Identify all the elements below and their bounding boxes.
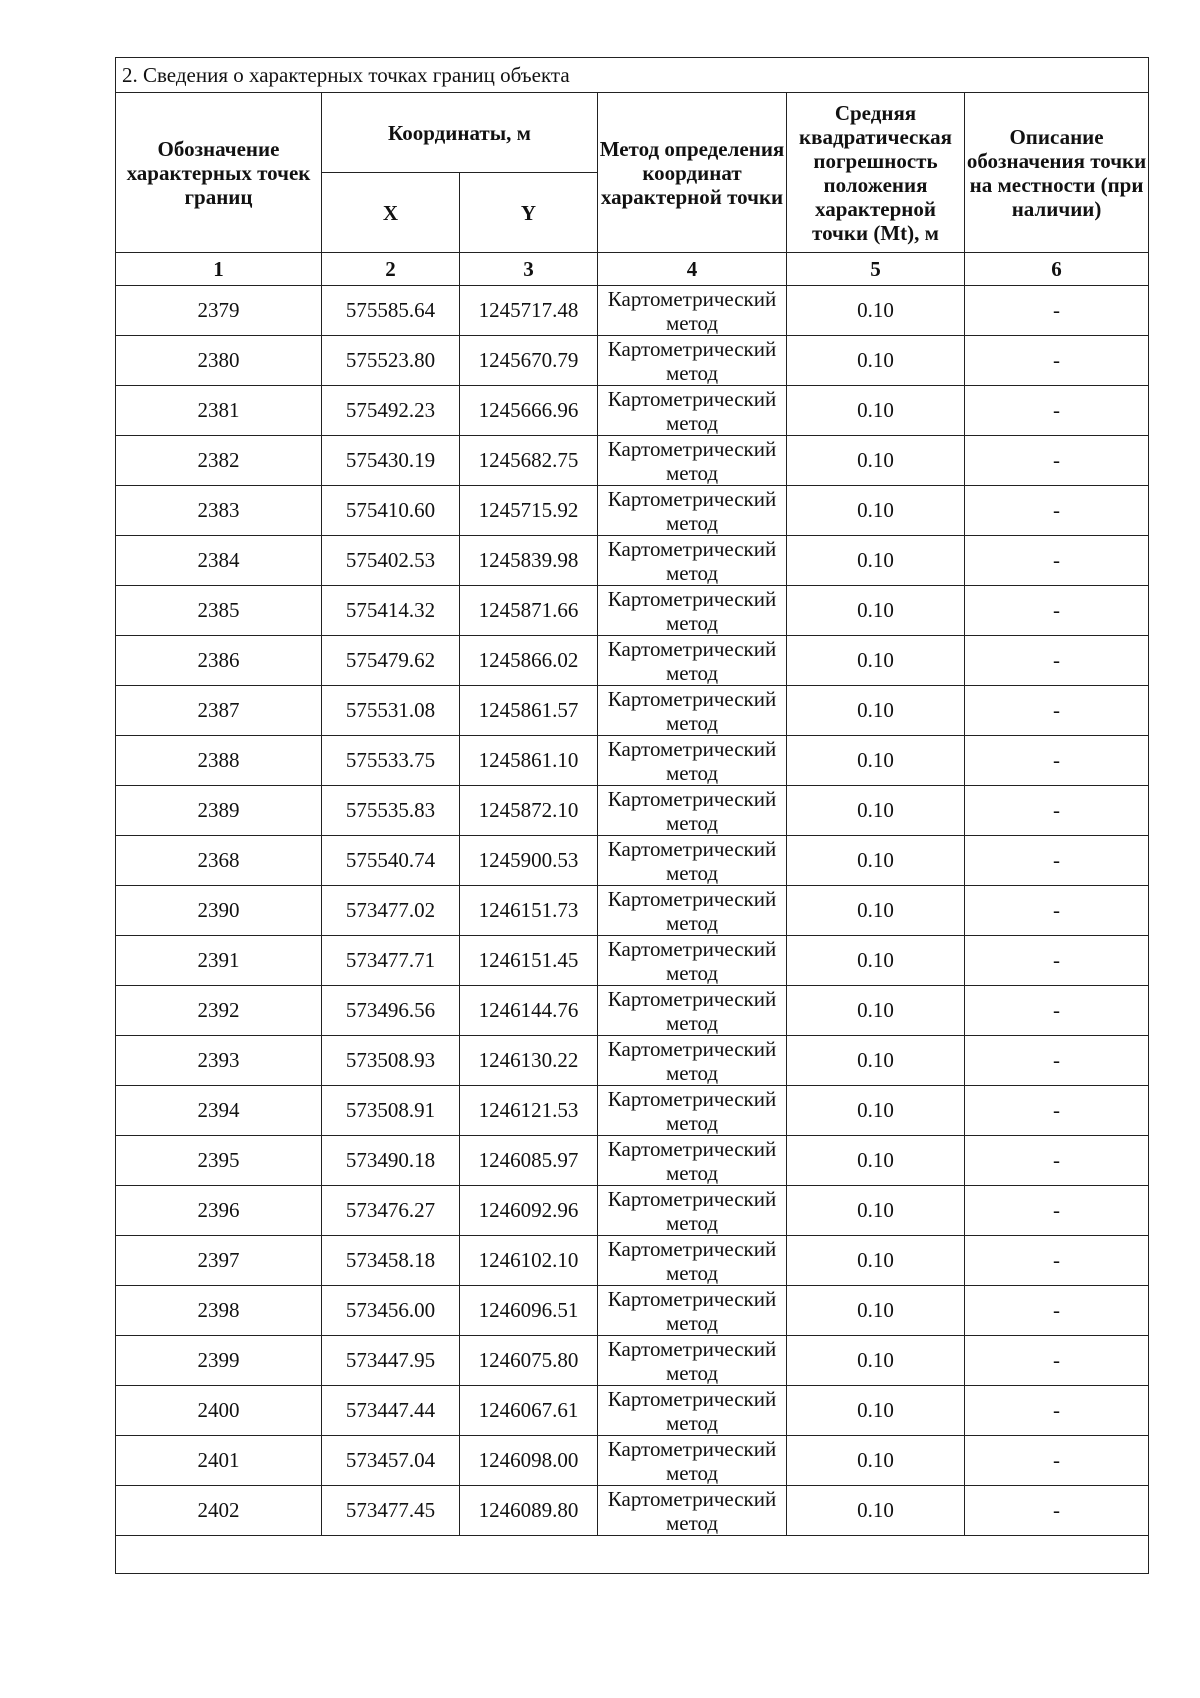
description-cell: - [965,1186,1149,1236]
point-id-cell: 2401 [116,1436,322,1486]
x-coordinate-cell: 573447.44 [322,1386,460,1436]
table-row [116,1086,1149,1136]
y-coordinate-cell: 1245666.96 [460,386,598,436]
method-cell: Картометрический метод [598,1386,787,1436]
mean-error-cell: 0.10 [787,1336,965,1386]
header-mean-error: Средняя квадратическая погрешность положения характерной точки (Mt), м [787,93,965,253]
method-cell: Картометрический метод [598,586,787,636]
method-cell: Картометрический метод [598,1086,787,1136]
method-cell: Картометрический метод [598,986,787,1036]
table-row [116,1436,1149,1486]
description-cell: - [965,1236,1149,1286]
header-method: Метод определения координат характерной точки [598,93,787,253]
y-coordinate-cell: 1246098.00 [460,1436,598,1486]
x-coordinate-cell: 573477.71 [322,936,460,986]
mean-error-cell: 0.10 [787,936,965,986]
point-id-cell: 2380 [116,336,322,386]
section-title: 2. Сведения о характерных точках границ объекта [116,58,1149,93]
x-coordinate-cell: 573508.91 [322,1086,460,1136]
y-coordinate-cell: 1245900.53 [460,836,598,886]
method-cell: Картометрический метод [598,786,787,836]
table-row [116,1336,1149,1386]
header-x: X [322,173,460,253]
y-coordinate-cell: 1245866.02 [460,636,598,686]
table-row [116,286,1149,336]
method-cell: Картометрический метод [598,1286,787,1336]
table-row [116,336,1149,386]
point-id-cell: 2402 [116,1486,322,1536]
point-id-cell: 2383 [116,486,322,536]
y-coordinate-cell: 1246151.73 [460,886,598,936]
y-coordinate-cell: 1246151.45 [460,936,598,986]
description-cell: - [965,1086,1149,1136]
mean-error-cell: 0.10 [787,1036,965,1086]
table-row [116,836,1149,886]
point-id-cell: 2379 [116,286,322,336]
table-row [116,1136,1149,1186]
mean-error-cell: 0.10 [787,586,965,636]
mean-error-cell: 0.10 [787,336,965,386]
method-cell: Картометрический метод [598,736,787,786]
mean-error-cell: 0.10 [787,1136,965,1186]
point-id-cell: 2395 [116,1136,322,1186]
table-row [116,1186,1149,1236]
x-coordinate-cell: 573477.02 [322,886,460,936]
method-cell: Картометрический метод [598,1036,787,1086]
method-cell: Картометрический метод [598,1336,787,1386]
description-cell: - [965,1336,1149,1386]
description-cell: - [965,686,1149,736]
description-cell: - [965,486,1149,536]
column-number: 6 [965,253,1149,286]
x-coordinate-cell: 575430.19 [322,436,460,486]
method-cell: Картометрический метод [598,486,787,536]
description-cell: - [965,1436,1149,1486]
column-number: 2 [322,253,460,286]
table-row [116,1036,1149,1086]
x-coordinate-cell: 575535.83 [322,786,460,836]
point-id-cell: 2399 [116,1336,322,1386]
description-cell: - [965,786,1149,836]
table-row [116,386,1149,436]
description-cell: - [965,736,1149,786]
y-coordinate-cell: 1246085.97 [460,1136,598,1186]
x-coordinate-cell: 573508.93 [322,1036,460,1086]
point-id-cell: 2392 [116,986,322,1036]
y-coordinate-cell: 1245717.48 [460,286,598,336]
y-coordinate-cell: 1245839.98 [460,536,598,586]
mean-error-cell: 0.10 [787,1286,965,1336]
x-coordinate-cell: 575523.80 [322,336,460,386]
header-description: Описание обозначения точки на местности (при наличии) [965,93,1149,253]
x-coordinate-cell: 573476.27 [322,1186,460,1236]
y-coordinate-cell: 1246096.51 [460,1286,598,1336]
mean-error-cell: 0.10 [787,1486,965,1536]
table-row [116,1486,1149,1536]
mean-error-cell: 0.10 [787,1236,965,1286]
description-cell: - [965,886,1149,936]
mean-error-cell: 0.10 [787,1386,965,1436]
y-coordinate-cell: 1245715.92 [460,486,598,536]
description-cell: - [965,1136,1149,1186]
description-cell: - [965,1486,1149,1536]
point-id-cell: 2389 [116,786,322,836]
method-cell: Картометрический метод [598,886,787,936]
point-id-cell: 2398 [116,1286,322,1336]
mean-error-cell: 0.10 [787,686,965,736]
point-id-cell: 2397 [116,1236,322,1286]
method-cell: Картометрический метод [598,386,787,436]
method-cell: Картометрический метод [598,936,787,986]
mean-error-cell: 0.10 [787,1436,965,1486]
mean-error-cell: 0.10 [787,636,965,686]
y-coordinate-cell: 1246130.22 [460,1036,598,1086]
x-coordinate-cell: 573457.04 [322,1436,460,1486]
y-coordinate-cell: 1246121.53 [460,1086,598,1136]
y-coordinate-cell: 1246067.61 [460,1386,598,1436]
description-cell: - [965,336,1149,386]
mean-error-cell: 0.10 [787,286,965,336]
column-number: 4 [598,253,787,286]
mean-error-cell: 0.10 [787,836,965,886]
point-id-cell: 2386 [116,636,322,686]
mean-error-cell: 0.10 [787,1086,965,1136]
point-id-cell: 2387 [116,686,322,736]
method-cell: Картометрический метод [598,836,787,886]
x-coordinate-cell: 575533.75 [322,736,460,786]
description-cell: - [965,286,1149,336]
table-row [116,536,1149,586]
header-coordinates: Координаты, м [322,93,598,173]
x-coordinate-cell: 573477.45 [322,1486,460,1536]
mean-error-cell: 0.10 [787,486,965,536]
table-row [116,636,1149,686]
x-coordinate-cell: 575585.64 [322,286,460,336]
x-coordinate-cell: 575402.53 [322,536,460,586]
description-cell: - [965,386,1149,436]
method-cell: Картометрический метод [598,1436,787,1486]
mean-error-cell: 0.10 [787,386,965,436]
table-row [116,936,1149,986]
x-coordinate-cell: 575410.60 [322,486,460,536]
x-coordinate-cell: 573458.18 [322,1236,460,1286]
y-coordinate-cell: 1245670.79 [460,336,598,386]
table-row [116,736,1149,786]
table-row [116,1236,1149,1286]
x-coordinate-cell: 575531.08 [322,686,460,736]
method-cell: Картометрический метод [598,536,787,586]
method-cell: Картометрический метод [598,636,787,686]
table-row [116,1386,1149,1436]
method-cell: Картометрический метод [598,1186,787,1236]
header-point-designation: Обозначение характерных точек границ [116,93,322,253]
x-coordinate-cell: 575492.23 [322,386,460,436]
y-coordinate-cell: 1246144.76 [460,986,598,1036]
x-coordinate-cell: 573496.56 [322,986,460,1036]
mean-error-cell: 0.10 [787,436,965,486]
point-id-cell: 2391 [116,936,322,986]
boundary-points-table [115,57,1149,1574]
method-cell: Картометрический метод [598,1486,787,1536]
description-cell: - [965,986,1149,1036]
column-number: 1 [116,253,322,286]
empty-footer-row [116,1536,1149,1574]
y-coordinate-cell: 1246092.96 [460,1186,598,1236]
point-id-cell: 2400 [116,1386,322,1436]
method-cell: Картометрический метод [598,686,787,736]
description-cell: - [965,636,1149,686]
point-id-cell: 2382 [116,436,322,486]
table-row [116,586,1149,636]
table-row [116,986,1149,1036]
y-coordinate-cell: 1245872.10 [460,786,598,836]
mean-error-cell: 0.10 [787,986,965,1036]
x-coordinate-cell: 575479.62 [322,636,460,686]
mean-error-cell: 0.10 [787,536,965,586]
y-coordinate-cell: 1246089.80 [460,1486,598,1536]
header-y: Y [460,173,598,253]
table-row [116,486,1149,536]
y-coordinate-cell: 1245861.10 [460,736,598,786]
description-cell: - [965,936,1149,986]
y-coordinate-cell: 1246102.10 [460,1236,598,1286]
point-id-cell: 2390 [116,886,322,936]
description-cell: - [965,1036,1149,1086]
description-cell: - [965,1386,1149,1436]
x-coordinate-cell: 575540.74 [322,836,460,886]
y-coordinate-cell: 1246075.80 [460,1336,598,1386]
point-id-cell: 2368 [116,836,322,886]
mean-error-cell: 0.10 [787,736,965,786]
mean-error-cell: 0.10 [787,886,965,936]
x-coordinate-cell: 573490.18 [322,1136,460,1186]
column-number: 5 [787,253,965,286]
table-row [116,886,1149,936]
point-id-cell: 2384 [116,536,322,586]
x-coordinate-cell: 573456.00 [322,1286,460,1336]
description-cell: - [965,536,1149,586]
description-cell: - [965,836,1149,886]
point-id-cell: 2381 [116,386,322,436]
column-number: 3 [460,253,598,286]
table-row [116,786,1149,836]
table-row [116,1286,1149,1336]
table-row [116,686,1149,736]
point-id-cell: 2388 [116,736,322,786]
point-id-cell: 2385 [116,586,322,636]
x-coordinate-cell: 573447.95 [322,1336,460,1386]
y-coordinate-cell: 1245682.75 [460,436,598,486]
empty-footer-cell [116,1536,1149,1574]
y-coordinate-cell: 1245861.57 [460,686,598,736]
method-cell: Картометрический метод [598,286,787,336]
method-cell: Картометрический метод [598,1236,787,1286]
table-row [116,436,1149,486]
description-cell: - [965,586,1149,636]
mean-error-cell: 0.10 [787,786,965,836]
point-id-cell: 2396 [116,1186,322,1236]
method-cell: Картометрический метод [598,436,787,486]
description-cell: - [965,1286,1149,1336]
column-number-row [116,253,1149,286]
method-cell: Картометрический метод [598,1136,787,1186]
point-id-cell: 2394 [116,1086,322,1136]
mean-error-cell: 0.10 [787,1186,965,1236]
y-coordinate-cell: 1245871.66 [460,586,598,636]
description-cell: - [965,436,1149,486]
point-id-cell: 2393 [116,1036,322,1086]
x-coordinate-cell: 575414.32 [322,586,460,636]
method-cell: Картометрический метод [598,336,787,386]
